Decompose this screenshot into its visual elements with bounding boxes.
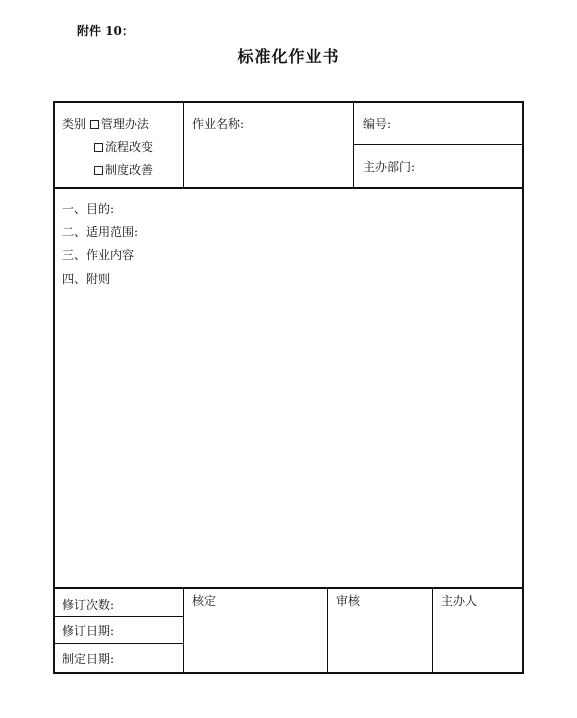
department-label: 主办部门: bbox=[363, 160, 416, 174]
section-purpose: 一、目的: bbox=[62, 202, 115, 216]
checkbox-process[interactable] bbox=[94, 143, 103, 152]
review-label: 审核 bbox=[336, 594, 361, 608]
footer-col-divider-2 bbox=[327, 587, 328, 672]
number-department-divider bbox=[353, 144, 522, 145]
section-content: 三、作业内容 bbox=[62, 248, 135, 262]
checkbox-system[interactable] bbox=[94, 166, 103, 175]
option-system: 制度改善 bbox=[105, 163, 154, 177]
section-appendix: 四、附则 bbox=[62, 272, 111, 286]
attachment-label: 附件 10： bbox=[77, 24, 134, 38]
revision-count-label: 修订次数: bbox=[62, 598, 115, 612]
revision-row-divider-2 bbox=[55, 643, 183, 644]
section-scope: 二、适用范围: bbox=[62, 225, 139, 239]
revision-date-label: 修订日期: bbox=[62, 624, 115, 638]
checkbox-management[interactable] bbox=[90, 120, 99, 129]
form-table bbox=[53, 101, 524, 674]
footer-divider bbox=[55, 587, 522, 589]
owner-label: 主办人 bbox=[441, 594, 478, 608]
revision-row-divider-1 bbox=[55, 616, 183, 617]
option-row-process bbox=[94, 140, 153, 154]
category-divider bbox=[183, 103, 184, 187]
footer-col-divider-3 bbox=[432, 587, 433, 672]
issue-date-label: 制定日期: bbox=[62, 652, 115, 666]
category-label: 类别 bbox=[62, 117, 87, 131]
work-name-label: 作业名称: bbox=[192, 117, 245, 131]
option-management: 管理办法 bbox=[100, 117, 149, 131]
top-section-divider bbox=[55, 187, 522, 189]
footer-col-divider-1 bbox=[183, 587, 184, 672]
number-label: 编号: bbox=[363, 117, 392, 131]
document-title: 标准化作业书 bbox=[237, 47, 340, 66]
approve-label: 核定 bbox=[192, 594, 217, 608]
option-process: 流程改变 bbox=[105, 140, 154, 154]
category-field bbox=[62, 117, 149, 131]
option-row-system bbox=[94, 163, 153, 177]
work-name-divider bbox=[353, 103, 354, 187]
